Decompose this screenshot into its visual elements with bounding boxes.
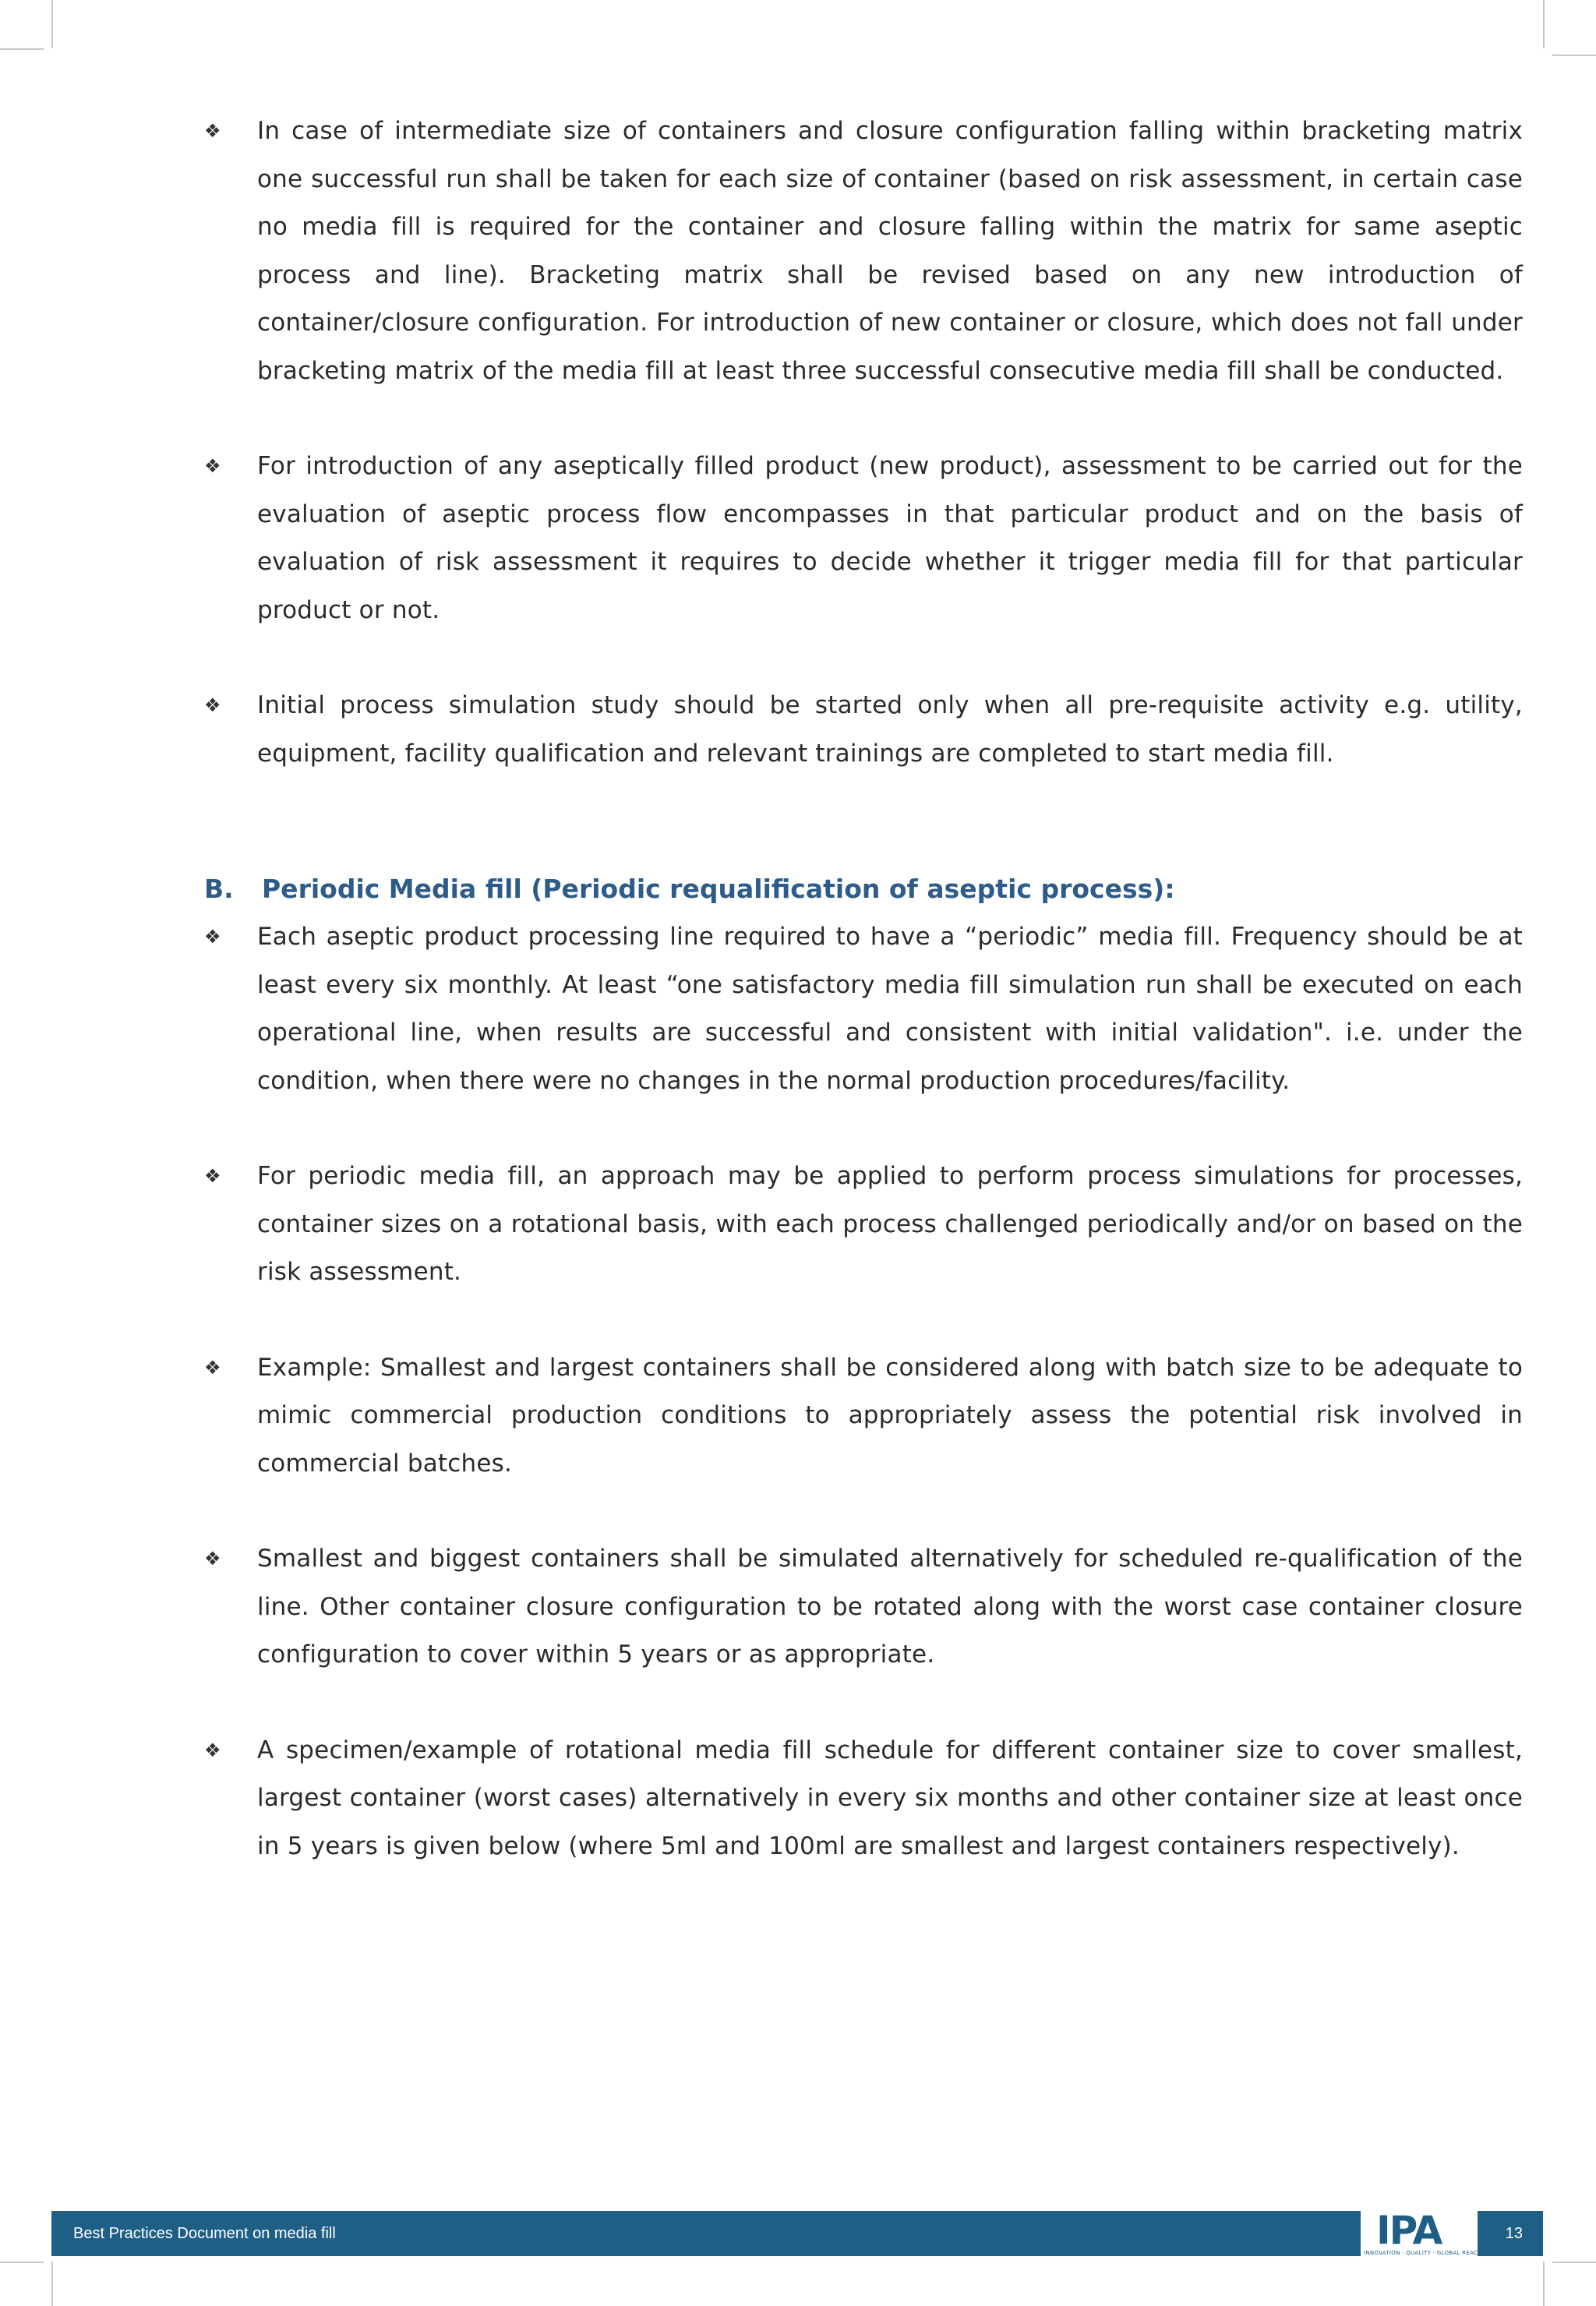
bullet-item — [204, 1535, 1523, 1679]
page-footer — [51, 2208, 1543, 2256]
bullet-item — [204, 1727, 1523, 1871]
bullet-item — [204, 443, 1523, 634]
crop-mark-bottom-left-h — [0, 2262, 44, 2263]
diamond-bullet-icon: ❖ — [204, 120, 221, 142]
section-title: Periodic Media fill (Periodic requalification of aseptic process): — [262, 874, 1175, 904]
crop-mark-bottom-right-h — [1552, 2262, 1596, 2263]
bullet-text: Each aseptic product processing line required to have a “periodic” media fill. Frequency should be at least every six monthly. At least “one satisfactory media fill simulation run shall be executed on each operational line, when results are successful and consistent with initial validation". i.e. under the condition, when there were no changes in the normal production procedures/facility. — [257, 923, 1523, 1095]
crop-mark-bottom-right-v — [1543, 2262, 1545, 2306]
section-letter: B. — [204, 874, 234, 904]
bullet-item — [204, 682, 1523, 778]
diamond-bullet-icon: ❖ — [204, 926, 221, 948]
ipa-logo — [1361, 2206, 1482, 2261]
bullet-item — [204, 1344, 1523, 1488]
diamond-bullet-icon: ❖ — [204, 1739, 221, 1761]
crop-mark-top-right-h — [1552, 55, 1596, 56]
bullet-item — [204, 913, 1523, 1105]
footer-document-title: Best Practices Document on media fill — [73, 2225, 336, 2242]
ipa-logo-tagline: INNOVATION · QUALITY · GLOBAL REACH — [1364, 2250, 1482, 2256]
bullet-item — [204, 108, 1523, 395]
bullet-text: Initial process simulation study should be started only when all pre-requisite activity e.g. utility, equipment, facility qualification and relevant trainings are completed to start media fill. — [257, 691, 1523, 768]
diamond-bullet-icon: ❖ — [204, 455, 221, 477]
ipa-logo-text: IPA — [1376, 2208, 1442, 2253]
diamond-bullet-icon: ❖ — [204, 1548, 221, 1570]
bullet-text: Smallest and biggest containers shall be simulated alternatively for scheduled re-qualification of the line. Other container closure configuration to be rotated along with the worst case container closure configuration to cover within 5 years or as appropriate. — [257, 1545, 1523, 1669]
crop-mark-top-left-v — [51, 0, 53, 48]
diamond-bullet-icon: ❖ — [204, 694, 221, 716]
page-number: 13 — [1505, 2225, 1523, 2242]
bullet-text: A specimen/example of rotational media fill schedule for different container size to cover smallest, largest container (worst cases) alternatively in every six months and other container size at least once in 5 years is given below (where 5ml and 100ml are smallest and largest containers respectively). — [257, 1736, 1523, 1860]
section-heading — [204, 870, 1523, 909]
bullet-text: Example: Smallest and largest containers shall be considered along with batch size to be adequate to mimic commercial production conditions to appropriately assess the potential risk involved in commercial batches. — [257, 1353, 1523, 1478]
bullet-text: For introduction of any aseptically filled product (new product), assessment to be carried out for the evaluation of aseptic process flow encompasses in that particular product and on the basis of evaluation of risk assessment it requires to decide whether it trigger media fill for that particular product or not. — [257, 452, 1523, 624]
crop-mark-bottom-left-v — [51, 2262, 53, 2306]
page-content — [204, 108, 1523, 1870]
crop-mark-top-right-v — [1543, 0, 1545, 48]
diamond-bullet-icon: ❖ — [204, 1356, 221, 1379]
bullet-text: In case of intermediate size of containers and closure configuration falling within bracketing matrix one successful run shall be taken for each size of container (based on risk assessment, in certain case no media fill is required for the container and closure falling within the matrix for same aseptic process and line). Bracketing matrix shall be revised based on any new introduction of container/closure configuration. For introduction of new container or closure, which does not fall under bracketing matrix of the media fill at least three successful consecutive media fill shall be conducted. — [257, 117, 1523, 385]
diamond-bullet-icon: ❖ — [204, 1165, 221, 1187]
crop-mark-top-left-h — [0, 48, 44, 50]
bullet-text: For periodic media fill, an approach may be applied to perform process simulations for processes, container sizes on a rotational basis, with each process challenged periodically and/or on based on the risk assessment. — [257, 1162, 1523, 1286]
bullet-item — [204, 1153, 1523, 1297]
